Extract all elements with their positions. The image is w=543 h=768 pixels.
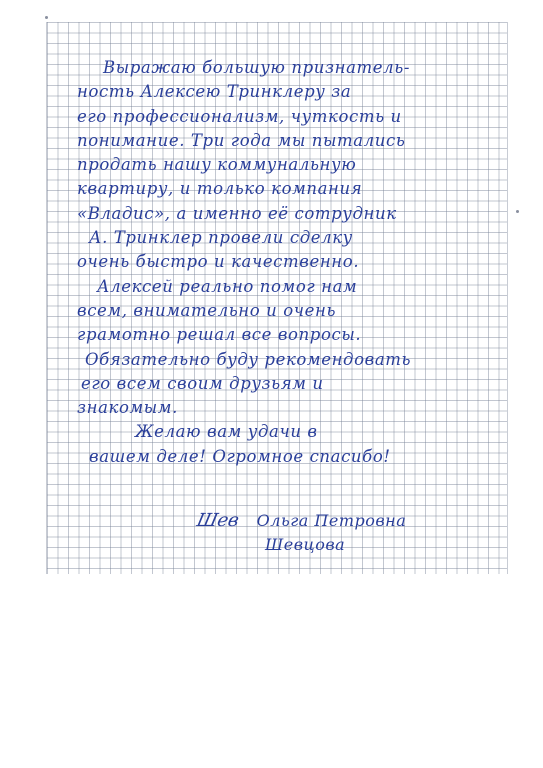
letter-line: А. Тринклер провели сделку: [89, 228, 353, 248]
letter-line: Желаю вам удачи в: [135, 422, 318, 442]
signer-name: Ольга Петровна: [256, 511, 407, 530]
letter-line: вашем деле! Огромное спасибо!: [89, 446, 391, 466]
letter-line: понимание. Три года мы пытались: [77, 130, 406, 150]
handwritten-letter: [59, 56, 499, 469]
letter-line: Алексей реально помог нам: [97, 276, 358, 296]
letter-line: квартиру, и только компания: [77, 179, 363, 199]
letter-line: продать нашу коммунальную: [77, 155, 357, 175]
letter-line: Выражаю большую признатель-: [103, 58, 410, 77]
letter-line: очень быстро и качественно.: [77, 252, 360, 272]
letter-line: его профессионализм, чуткость и: [77, 106, 402, 126]
signer-surname: Шевцова: [265, 535, 346, 554]
paper-speck: [45, 16, 48, 19]
graph-paper-sheet: [46, 22, 508, 574]
letter-line: его всем своим друзьям и: [81, 373, 324, 393]
letter-line: ность Алексею Тринклеру за: [77, 82, 352, 102]
letter-line: «Владис», а именно её сотрудник: [77, 203, 397, 223]
signature-mark: Шев: [194, 510, 241, 531]
signature-block: [194, 510, 407, 554]
letter-line: всем, внимательно и очень: [77, 300, 337, 320]
letter-line: знакомым.: [77, 398, 178, 418]
letter-line: грамотно решал все вопросы.: [77, 325, 362, 345]
letter-line: Обязательно буду рекомендовать: [85, 349, 412, 369]
paper-speck: [516, 210, 519, 213]
